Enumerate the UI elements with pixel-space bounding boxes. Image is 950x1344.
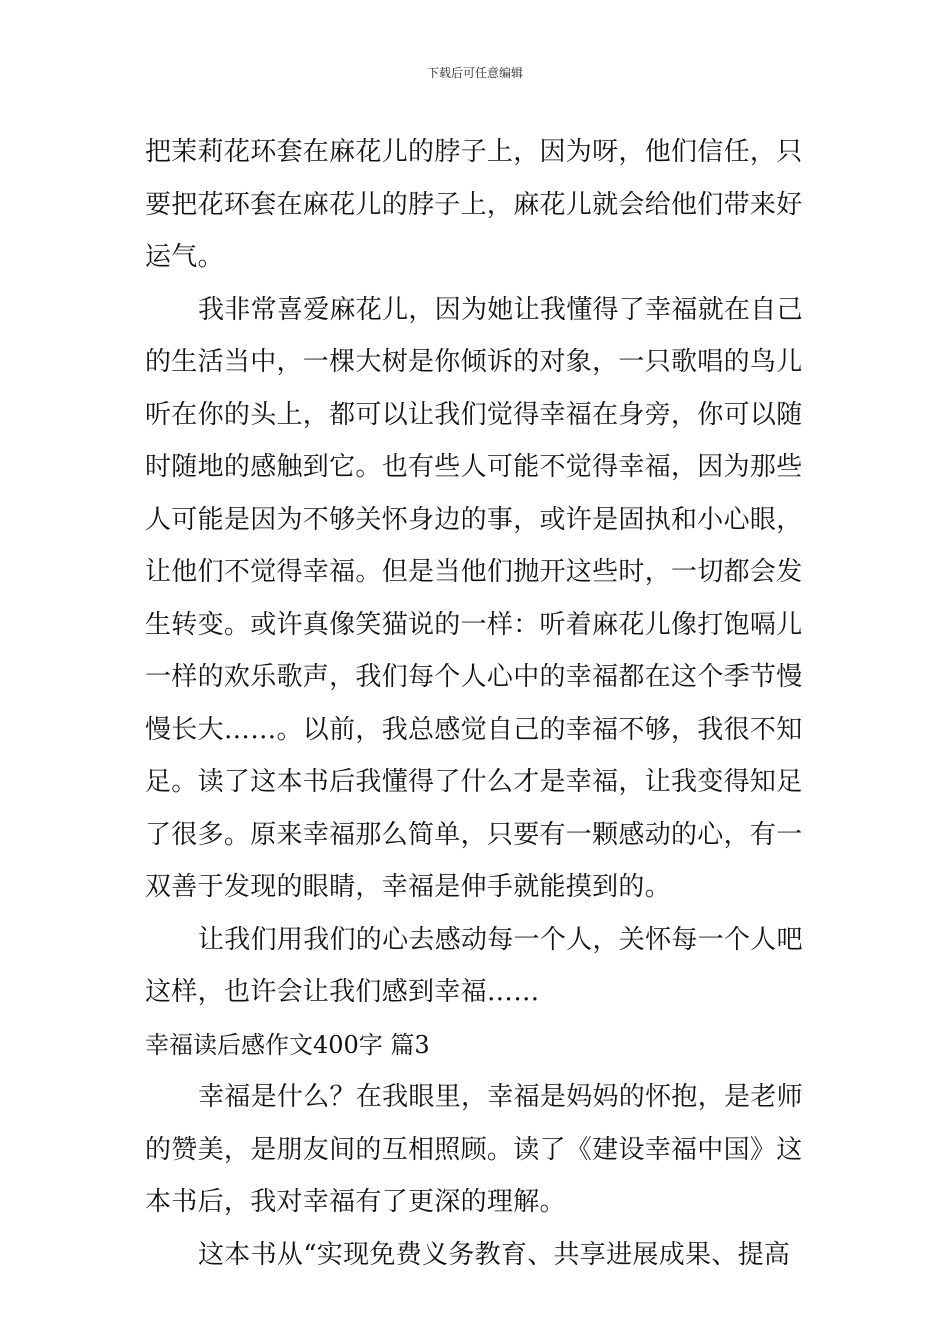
text-line: 慢长大……。以前，我总感觉自己的幸福不够，我很不知 [145,714,803,745]
text-line: 了很多。原来幸福那么简单，只要有一颗感动的心，有一 [145,819,803,850]
text-line: 我非常喜爱麻花儿，因为她让我懂得了幸福就在自己 [198,294,803,325]
text-line: 运气。 [145,242,224,272]
paragraph-5 [145,1229,807,1282]
text-line: 让我们用我们的心去感动每一个人，关怀每一个人吧 [198,924,803,955]
text-line: 的赞美，是朋友间的互相照顾。读了《建设幸福中国》这 [145,1134,803,1165]
text-line: 把茉莉花环套在麻花儿的脖子上，因为呀，他们信任，只 [145,137,803,167]
text-line: 本书后，我对幸福有了更深的理解。 [145,1187,566,1217]
paragraph-3 [145,914,807,1019]
text-line: 要把花环套在麻花儿的脖子上，麻花儿就会给他们带来好 [145,189,803,220]
paragraph-1 [145,126,807,284]
text-line: 幸福是什么？在我眼里，幸福是妈妈的怀抱，是老师 [198,1082,803,1112]
text-line: 这本书从“实现免费义务教育、共享进展成果、提高 [198,1239,791,1270]
section-heading: 幸福读后感作文400字 篇3 [145,1030,430,1059]
text-line: 听在你的头上，都可以让我们觉得幸福在身旁，你可以随 [145,399,803,430]
text-line: 让他们不觉得幸福。但是当他们抛开这些时，一切都会发 [145,557,803,587]
page-header-note: 下载后可任意编辑 [426,66,523,80]
paragraph-4 [145,1071,807,1229]
text-line: 一样的欢乐歌声，我们每个人心中的幸福都在这个季节慢 [145,662,803,692]
text-line: 时随地的感触到它。也有些人可能不觉得幸福，因为那些 [145,452,803,482]
text-line: 生转变。或许真像笑猫说的一样：听着麻花儿像打饱嗝儿 [145,609,803,640]
document-body [145,126,807,1281]
paragraph-2 [145,284,807,914]
text-line: 人可能是因为不够关怀身边的事，或许是固执和小心眼， [145,504,803,535]
text-line: 这样，也许会让我们感到幸福…… [145,977,540,1007]
text-line: 的生活当中，一棵大树是你倾诉的对象，一只歌唱的鸟儿 [145,347,803,377]
text-line: 双善于发现的眼睛，幸福是伸手就能摸到的。 [145,872,672,902]
text-line: 足。读了这本书后我懂得了什么才是幸福，让我变得知足 [145,767,803,797]
